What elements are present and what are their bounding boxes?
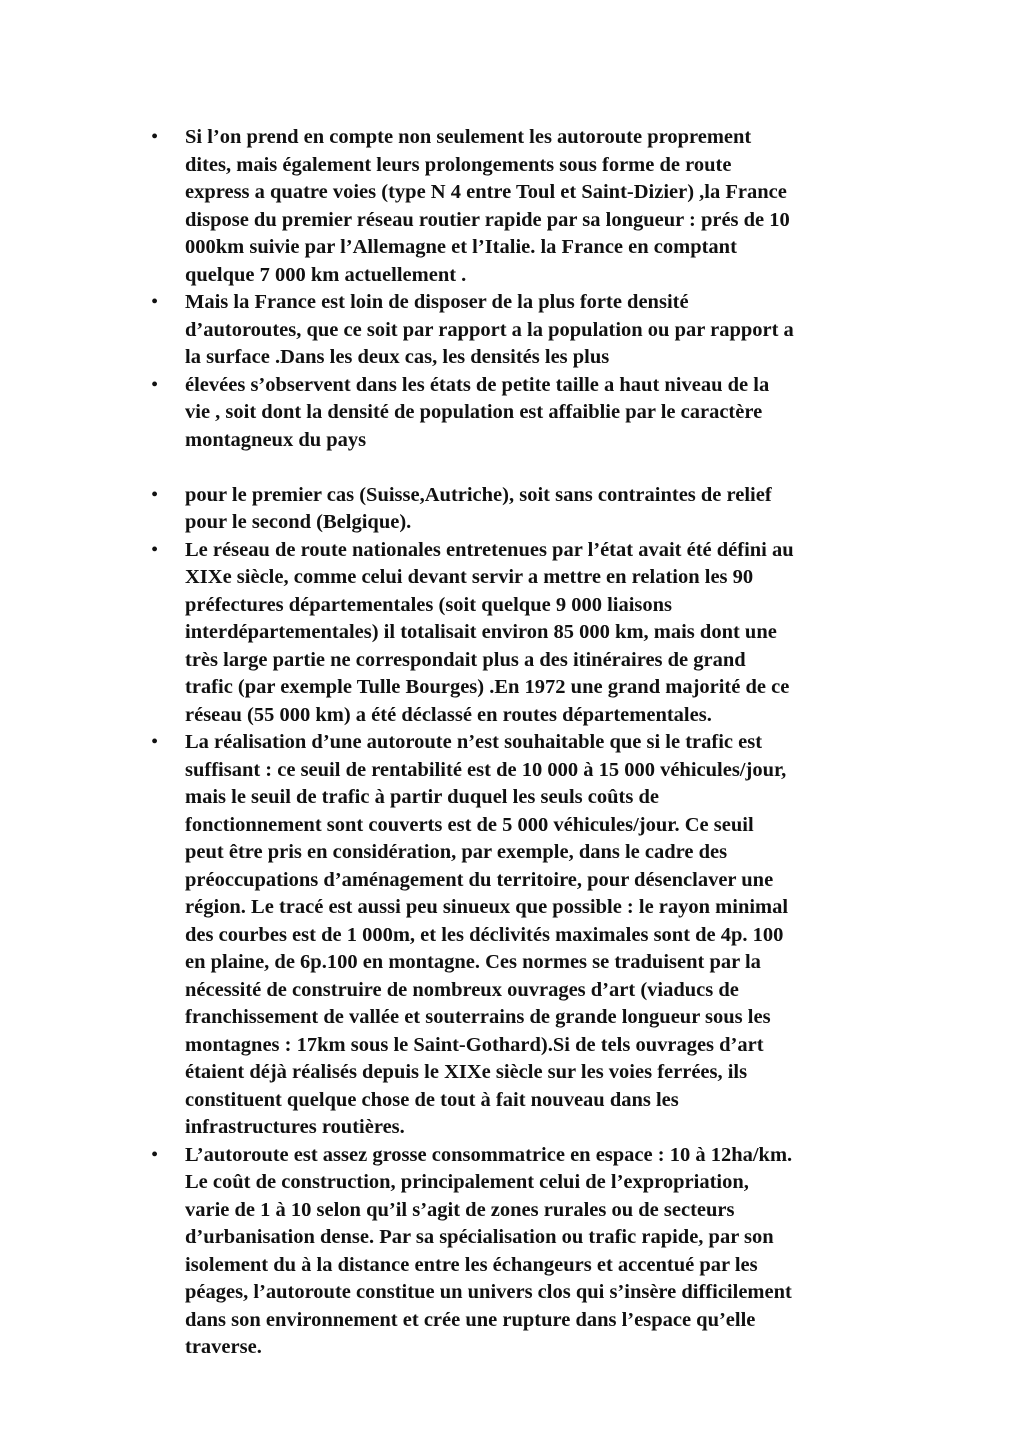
list-item [151, 729, 911, 1142]
text-line: vie , soit dont la densité de population est affaiblie par le caractère [185, 401, 763, 423]
bullet-marker: • [151, 373, 159, 396]
bullet-marker: • [151, 126, 159, 148]
text-line: montagneux du pays [185, 428, 367, 451]
list-item-text [185, 372, 911, 455]
text-line: XIXe siècle, comme celui devant servir a mettre en relation les 90 [185, 566, 754, 588]
text-line: L’autoroute est assez grosse consommatrice en espace : 10 à 12ha/km. [185, 1143, 793, 1166]
text-line: infrastructures routières. [185, 1116, 405, 1138]
text-line: d’urbanisation dense. Par sa spécialisation ou trafic rapide, par son [185, 1226, 774, 1248]
list-item-text [185, 289, 911, 372]
text-line: montagnes : 17km sous le Saint-Gothard).Si de tels ouvrages d’art [185, 1033, 764, 1056]
text-line: traverse. [185, 1336, 262, 1358]
list-item [151, 372, 911, 455]
text-line: Le coût de construction, principalement celui de l’expropriation, [185, 1171, 749, 1193]
text-line: interdépartementales) il totalisait environ 85 000 km, mais dont une [185, 621, 777, 643]
text-line: varie de 1 à 10 selon qu’il s’agit de zones rurales ou de secteurs [185, 1198, 735, 1221]
text-line: nécessité de construire de nombreux ouvrages d’art (viaducs de [185, 978, 739, 1001]
text-line: peut être pris en considération, par exemple, dans le cadre des [185, 841, 728, 863]
bullet-marker: • [151, 291, 159, 313]
blank-line [151, 454, 911, 482]
bullet-marker: • [151, 483, 159, 506]
list-item-text [185, 729, 911, 1142]
text-line: des courbes est de 1 000m, et les déclivités maximales sont de 4p. 100 [185, 923, 784, 946]
text-line: Mais la France est loin de disposer de la plus forte densité [185, 291, 689, 313]
text-line: Si l’on prend en compte non seulement les autoroute proprement [185, 126, 752, 148]
text-line: pour le second (Belgique). [185, 511, 412, 533]
list-item [151, 289, 911, 372]
list-item-text [185, 482, 911, 537]
text-line: préoccupations d’aménagement du territoire, pour désenclaver une [185, 868, 774, 891]
text-line: d’autoroutes, que ce soit par rapport a la population ou par rapport a [185, 318, 794, 341]
text-line: mais le seuil de trafic à partir duquel les seuls coûts de [185, 786, 659, 808]
list-item [151, 124, 911, 289]
list-item [151, 482, 911, 537]
bullet-marker: • [151, 538, 159, 561]
text-line: dans son environnement et crée une rupture dans l’espace qu’elle [185, 1308, 756, 1331]
text-line: trafic (par exemple Tulle Bourges) .En 1972 une grand majorité de ce [185, 676, 790, 698]
text-line: étaient déjà réalisés depuis le XIXe siècle sur les voies ferrées, ils [185, 1061, 748, 1083]
text-line: en plaine, de 6p.100 en montagne. Ces normes se traduisent par la [185, 951, 761, 973]
text-line: la surface .Dans les deux cas, les densités les plus [185, 346, 610, 368]
text-line: réseau (55 000 km) a été déclassé en routes départementales. [185, 703, 712, 726]
text-line: isolement du à la distance entre les échangeurs et accentué par les [185, 1253, 758, 1276]
text-line: La réalisation d’une autoroute n’est souhaitable que si le trafic est [185, 731, 763, 753]
text-line: constituent quelque chose de tout à fait nouveau dans les [185, 1088, 679, 1111]
text-line: dites, mais également leurs prolongements sous forme de route [185, 153, 732, 176]
text-line: élevées s’observent dans les états de petite taille a haut niveau de la [185, 373, 770, 396]
text-line: région. Le tracé est aussi peu sinueux que possible : le rayon minimal [185, 896, 789, 918]
text-line: pour le premier cas (Suisse,Autriche), soit sans contraintes de relief [185, 483, 772, 506]
text-line: suffisant : ce seuil de rentabilité est de 10 000 à 15 000 véhicules/jour, [185, 758, 787, 781]
bullet-marker: • [151, 731, 159, 753]
list-item [151, 1142, 911, 1362]
text-line: péages, l’autoroute constitue un univers clos qui s’insère difficilement [185, 1281, 792, 1303]
text-line: fonctionnement sont couverts est de 5 000 véhicules/jour. Ce seuil [185, 813, 754, 836]
list-item-text [185, 1142, 911, 1362]
text-line: très large partie ne correspondait plus a des itinéraires de grand [185, 648, 746, 671]
bullet-marker: • [151, 1143, 159, 1166]
text-line: quelque 7 000 km actuellement . [185, 263, 467, 286]
list-item-text [185, 124, 911, 289]
text-line: express a quatre voies (type N 4 entre Toul et Saint-Dizier) ,la France [185, 181, 787, 203]
list-item-text [185, 537, 911, 730]
text-line: Le réseau de route nationales entretenues par l’état avait été défini au [185, 538, 794, 561]
text-line: 000km suivie par l’Allemagne et l’Italie. la France en comptant [185, 236, 737, 258]
bullet-list [151, 124, 911, 1362]
text-line: dispose du premier réseau routier rapide par sa longueur : prés de 10 [185, 208, 790, 231]
list-item [151, 537, 911, 730]
text-line: franchissement de vallée et souterrains de grande longueur sous les [185, 1006, 771, 1028]
text-line: préfectures départementales (soit quelque 9 000 liaisons [185, 593, 673, 616]
